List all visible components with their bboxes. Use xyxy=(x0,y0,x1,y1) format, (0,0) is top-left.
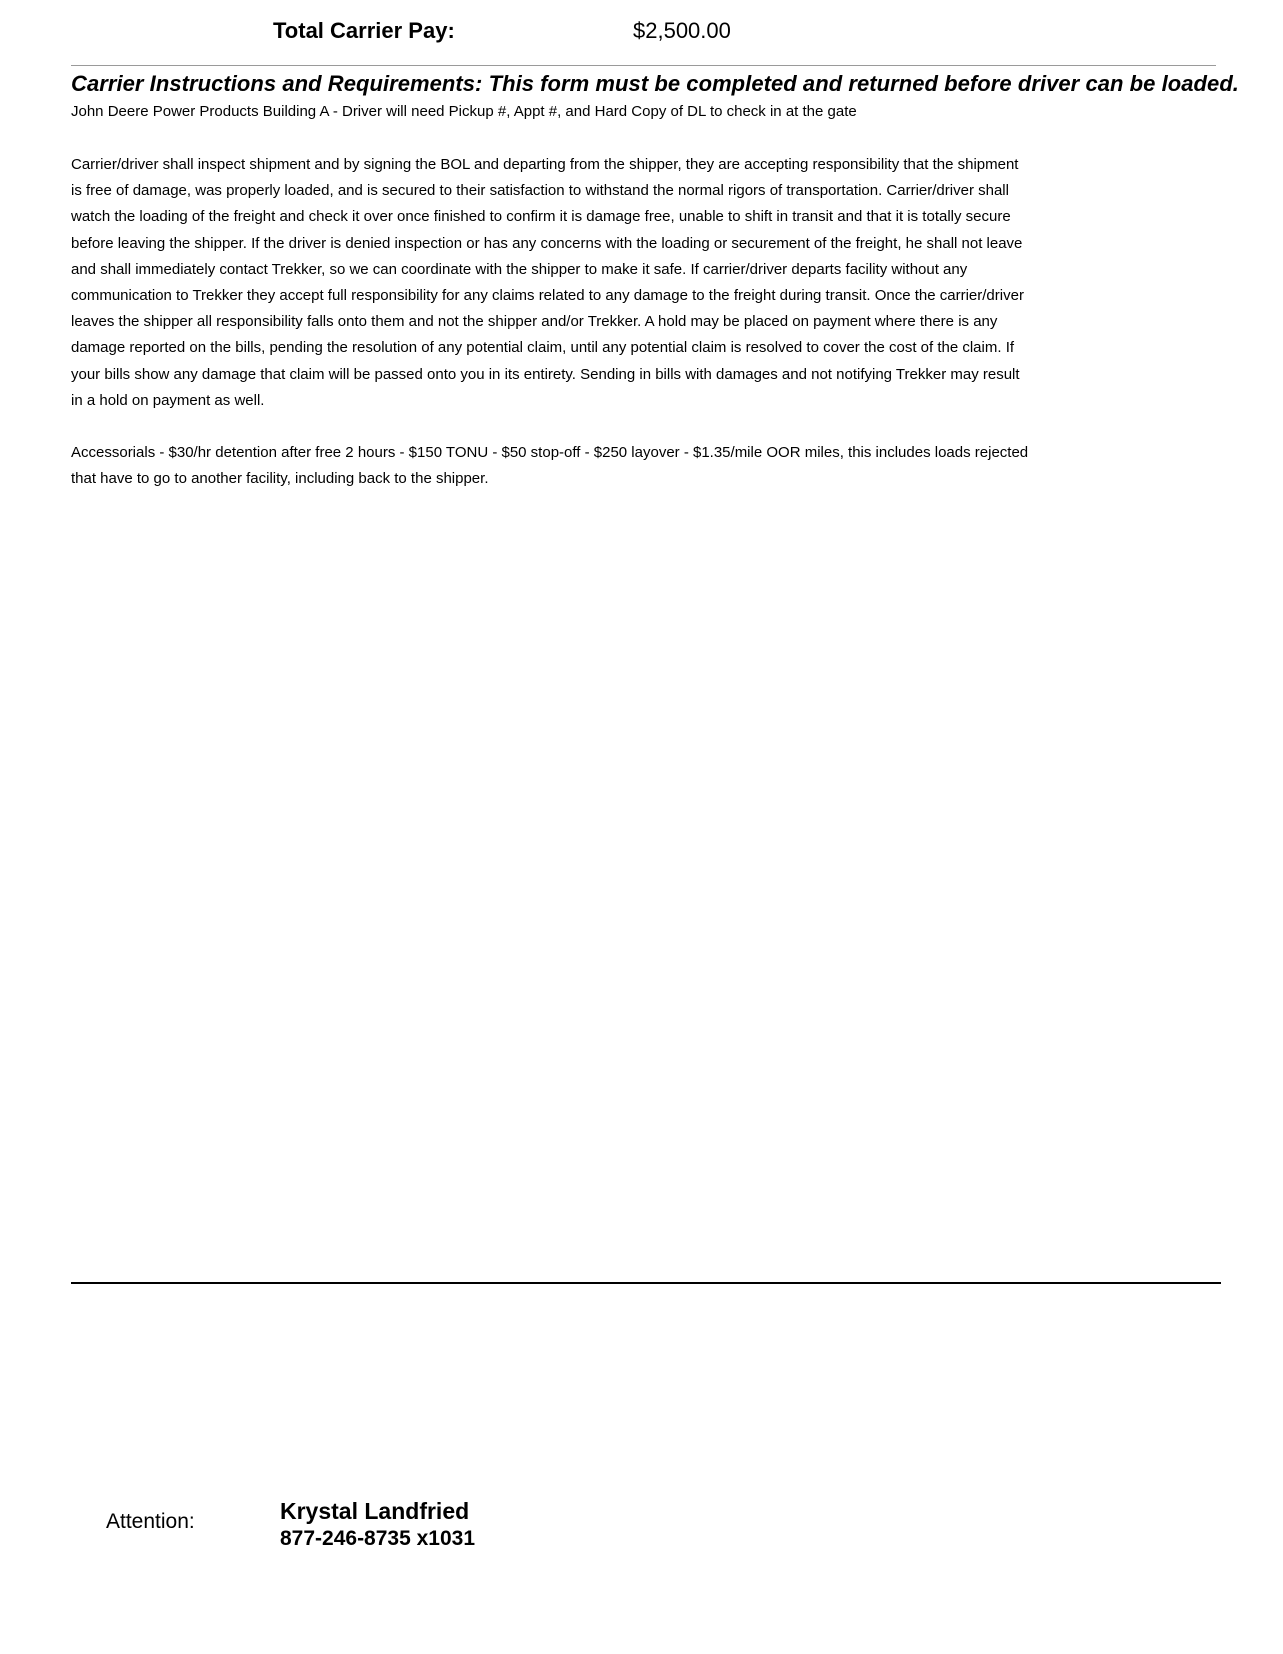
gate-check-in-note: John Deere Power Products Building A - Driver will need Pickup #, Appt #, and Hard Copy of DL to check in at the gate xyxy=(71,103,857,120)
contact-phone: 877-246-8735 x1031 xyxy=(280,1527,476,1550)
paragraph-line: before leaving the shipper. If the driver is denied inspection or has any concerns with the loading or securement of the freight, he shall not leave xyxy=(71,234,1023,252)
paragraph-line: watch the loading of the freight and check it over once finished to confirm it is damage free, unable to shift in transit and that it is totally secure xyxy=(71,208,1011,226)
paragraph-line: Accessorials - $30/hr detention after free 2 hours - $150 TONU - $50 stop-off - $250 layover - $1.35/mile OOR miles, this includes loads rejected xyxy=(71,444,1029,461)
paragraph-line: damage reported on the bills, pending the resolution of any potential claim, until any potential claim is resolved to cover the cost of the claim. If xyxy=(71,339,1015,357)
total-carrier-pay-value: $2,500.00 xyxy=(633,18,731,43)
total-carrier-pay-label: Total Carrier Pay: xyxy=(273,18,455,43)
instructions-heading: Carrier Instructions and Requirements: This form must be completed and returned before driver can be loaded. xyxy=(71,71,1239,96)
paragraph-line: and shall immediately contact Trekker, so we can coordinate with the shipper to make it safe. If carrier/driver departs facility without any xyxy=(71,260,968,278)
paragraph-line: is free of damage, was properly loaded, and is secured to their satisfaction to withstand the normal rigors of transportation. Carrier/driver shall xyxy=(71,182,1009,200)
paragraph-line: that have to go to another facility, including back to the shipper. xyxy=(71,470,489,488)
paragraph-line: Carrier/driver shall inspect shipment and by signing the BOL and departing from the shipper, they are accepting responsibility that the shipment xyxy=(71,156,1019,173)
paragraph-line: your bills show any damage that claim will be passed onto you in its entirety. Sending in bills with damages and not notifying Trekker may result xyxy=(71,365,1020,383)
bottom-divider xyxy=(71,1282,1221,1284)
paragraph-line: leaves the shipper all responsibility falls onto them and not the shipper and/or Trekker. A hold may be placed on payment where there is any xyxy=(71,313,998,331)
top-divider xyxy=(71,65,1216,66)
accessorials-paragraph xyxy=(71,440,1081,492)
contact-name: Krystal Landfried xyxy=(280,1498,470,1524)
paragraph-line: in a hold on payment as well. xyxy=(71,391,265,409)
paragraph-line: communication to Trekker they accept full responsibility for any claims related to any damage to the freight during transit. Once the carrier/driver xyxy=(71,287,1024,305)
liability-paragraph xyxy=(71,152,1081,414)
attention-label: Attention: xyxy=(106,1510,195,1533)
